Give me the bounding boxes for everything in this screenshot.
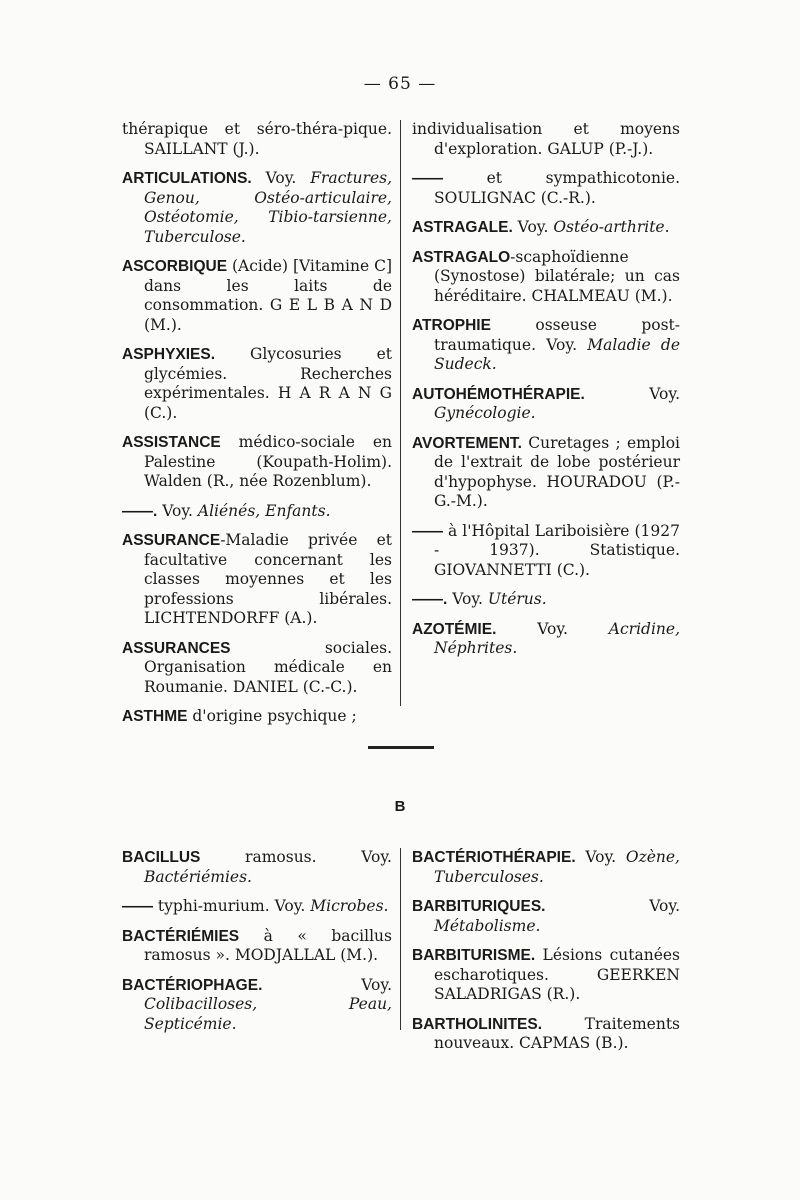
entry-crossref: Ostéo-arthrite. xyxy=(553,218,670,236)
entry-headword: ASSISTANCE xyxy=(122,434,221,451)
entry-headword: BARBITURISME. xyxy=(412,947,536,964)
entry-text: ramosus. Voy. xyxy=(200,848,392,866)
index-entry xyxy=(122,169,392,247)
index-entry xyxy=(122,120,392,159)
entry-crossref: Utérus. xyxy=(487,590,547,608)
entry-headword: ARTICULATIONS. xyxy=(122,170,252,187)
index-entry xyxy=(122,707,392,727)
index-entry xyxy=(412,316,680,375)
entry-headword: —— xyxy=(412,522,443,540)
index-column-right-b xyxy=(412,848,680,1064)
entry-headword: BARBITURIQUES. xyxy=(412,898,546,915)
entry-crossref: Aliénés, Enfants. xyxy=(197,501,331,520)
entry-text: typhi-murium. Voy. xyxy=(153,897,311,915)
entry-headword: ASPHYXIES. xyxy=(122,346,216,363)
entry-text: Voy. xyxy=(251,169,311,187)
index-entry xyxy=(122,345,392,423)
entry-headword: AUTOHÉMOTHÉRAPIE. xyxy=(412,385,585,403)
index-column-left xyxy=(122,120,392,737)
entry-crossref: Bactériémies. xyxy=(144,867,252,886)
entry-headword: BARTHOLINITES. xyxy=(412,1015,543,1033)
entry-text: à « bacillus ramosus ». MODJALLAL (M.). xyxy=(144,926,392,964)
index-entry xyxy=(412,522,680,581)
entry-text: osseuse post-traumatique. Voy. xyxy=(434,316,680,354)
entry-headword: ASTRAGALE. xyxy=(412,219,513,236)
index-entry xyxy=(122,531,392,629)
entry-crossref: Fractures, Genou, Ostéo-articulaire, Ostéotomie, Tibio-tarsienne, Tuberculose. xyxy=(144,169,392,246)
section-rule xyxy=(368,746,434,749)
index-entry xyxy=(122,433,392,492)
entry-crossref: Colibacilloses, Peau, Septicémie. xyxy=(144,995,392,1033)
entry-text: Voy. xyxy=(447,590,488,608)
index-entry xyxy=(122,502,392,522)
column-divider-b xyxy=(400,848,401,1030)
entry-text: Voy. xyxy=(545,897,680,915)
index-entry xyxy=(122,927,392,966)
entry-headword: ASSURANCES xyxy=(122,639,231,657)
index-entry xyxy=(412,897,680,936)
entry-text: Traitements nouveaux. CAPMAS (B.). xyxy=(434,1014,680,1052)
index-entry xyxy=(412,218,680,238)
entry-crossref: Métabolisme. xyxy=(434,916,541,935)
entry-text: Voy. xyxy=(262,975,392,994)
entry-text: individualisation et moyens d'exploration. GALUP (P.-J.). xyxy=(412,120,680,158)
entry-text: Voy. xyxy=(584,384,680,403)
entry-text: et sympathicotonie. SOULIGNAC (C.-R.). xyxy=(434,169,680,207)
section-letter: B xyxy=(394,798,406,815)
page-number: — 65 — xyxy=(363,74,437,94)
entry-crossref: Ozène, Tuberculoses. xyxy=(434,848,680,886)
entry-headword: BACTÉRIÉMIES xyxy=(122,927,240,945)
entry-headword: BACTÉRIOTHÉRAPIE. xyxy=(412,849,576,866)
entry-text: Voy. xyxy=(157,501,198,520)
entry-text: à l'Hôpital Lariboisière (1927 - 1937). Statistique. GIOVANNETTI (C.). xyxy=(434,521,680,579)
entry-headword: ——. xyxy=(122,502,158,520)
entry-headword: ASCORBIQUE xyxy=(122,258,228,275)
entry-crossref: Gynécologie. xyxy=(434,404,536,422)
entry-text: -Maladie privée et facultative concernant les classes moyennes et les professions libérales. LICHTENDORFF (A.). xyxy=(144,531,392,627)
index-entry xyxy=(412,590,680,610)
entry-headword: ATROPHIE xyxy=(412,317,491,334)
index-entry xyxy=(412,848,680,887)
entry-text: (Acide) [Vitamine C] dans les laits de consommation. G E L B A N D (M.). xyxy=(144,257,392,334)
entry-text: d'origine psychique ; xyxy=(187,707,357,725)
entry-headword: AVORTEMENT. xyxy=(412,434,522,452)
entry-headword: ASSURANCE xyxy=(122,532,221,549)
index-entry xyxy=(122,897,392,917)
index-column-left-b xyxy=(122,848,392,1044)
entry-text: Curetages ; emploi de l'extrait de lobe postérieur d'hypophyse. HOURADOU (P.-G.-M.). xyxy=(434,433,680,510)
entry-crossref: Maladie de Sudeck. xyxy=(434,335,680,373)
index-entry xyxy=(412,120,680,159)
entry-crossref: Acridine, Néphrites. xyxy=(434,619,680,657)
entry-headword: —— xyxy=(122,898,153,915)
entry-text: Lésions cutanées escharotiques. GEERKEN SALADRIGAS (R.). xyxy=(434,946,680,1003)
index-entry xyxy=(122,639,392,698)
entry-text: Voy. xyxy=(496,619,609,638)
index-entry xyxy=(412,248,680,307)
index-entry xyxy=(122,848,392,887)
index-entry xyxy=(412,434,680,512)
entry-headword: BACTÉRIOPHAGE. xyxy=(122,976,263,994)
index-entry xyxy=(412,946,680,1005)
index-entry xyxy=(412,620,680,659)
entry-headword: ASTHME xyxy=(122,708,188,725)
entry-headword: ASTRAGALO xyxy=(412,248,511,266)
entry-headword: AZOTÉMIE. xyxy=(412,620,497,638)
index-entry xyxy=(122,257,392,335)
entry-text: Voy. xyxy=(512,218,554,236)
index-column-right xyxy=(412,120,680,669)
entry-text: Glycosuries et glycémies. Recherches expérimentales. H A R A N G (C.). xyxy=(144,345,392,422)
entry-headword: ——. xyxy=(412,591,448,608)
entry-text: médico-sociale en Palestine (Koupath-Holim). Walden (R., née Rozenblum). xyxy=(144,433,392,490)
entry-text: sociales. Organisation médicale en Roumanie. DANIEL (C.-C.). xyxy=(144,638,392,696)
entry-headword: BACILLUS xyxy=(122,849,201,866)
entry-text: Voy. xyxy=(575,848,626,866)
column-divider xyxy=(400,120,401,706)
entry-crossref: Microbes. xyxy=(310,897,389,915)
index-entry xyxy=(122,976,392,1035)
entry-text: thérapique et séro-théra-pique. SAILLANT (J.). xyxy=(122,120,392,158)
index-entry xyxy=(412,1015,680,1054)
index-entry xyxy=(412,169,680,208)
index-entry xyxy=(412,385,680,424)
entry-text: -scaphoïdienne (Synostose) bilatérale; un cas héréditaire. CHALMEAU (M.). xyxy=(434,247,680,305)
entry-headword: —— xyxy=(412,170,443,187)
